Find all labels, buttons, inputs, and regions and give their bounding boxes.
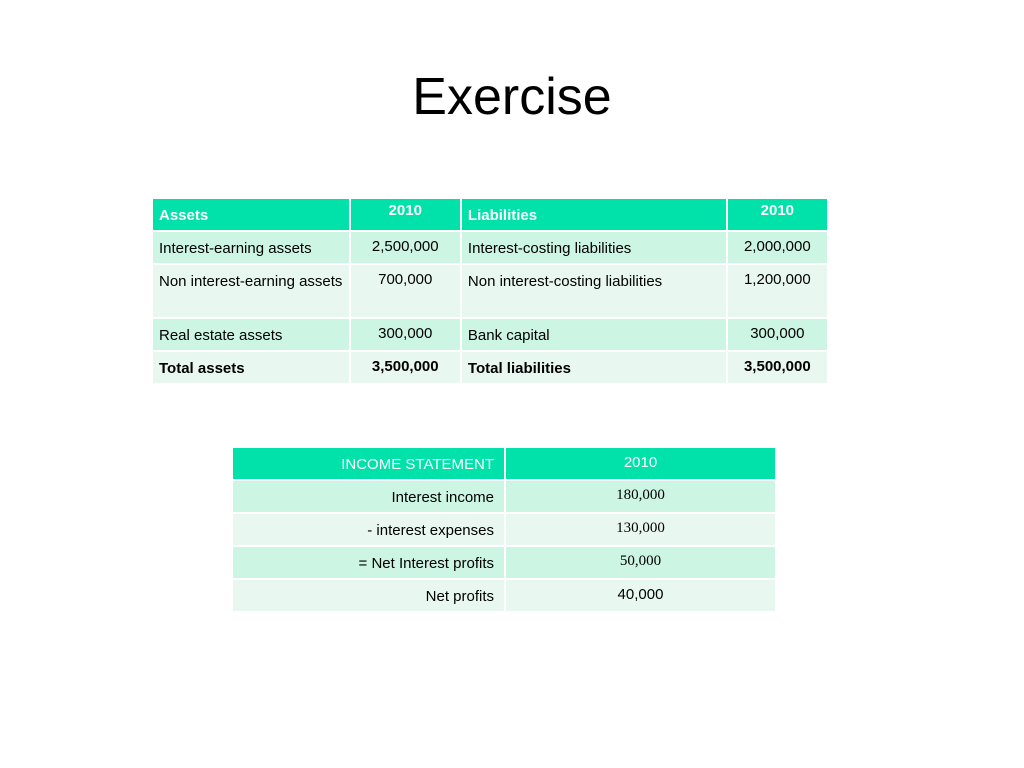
header-liabilities: Liabilities — [461, 198, 727, 231]
liability-value: 1,200,000 — [727, 264, 828, 318]
slide-title: Exercise — [412, 68, 612, 126]
table-row — [232, 579, 776, 612]
asset-label: Non interest-earning assets — [152, 264, 350, 318]
liability-label: Bank capital — [461, 318, 727, 351]
asset-value: 300,000 — [350, 318, 461, 351]
asset-value: 700,000 — [350, 264, 461, 318]
income-value: 180,000 — [505, 480, 776, 513]
table-row — [152, 264, 828, 318]
balance-sheet-header-row — [152, 198, 828, 231]
totals-row — [152, 351, 828, 384]
income-value: 50,000 — [505, 546, 776, 579]
asset-value: 2,500,000 — [350, 231, 461, 264]
total-liabilities-value: 3,500,000 — [727, 351, 828, 384]
income-label: Net profits — [232, 579, 505, 612]
asset-label: Real estate assets — [152, 318, 350, 351]
header-liabilities-year: 2010 — [727, 198, 828, 231]
header-income-statement: INCOME STATEMENT — [232, 447, 505, 480]
income-label: = Net Interest profits — [232, 546, 505, 579]
income-statement-table — [231, 446, 777, 613]
liability-label: Interest-costing liabilities — [461, 231, 727, 264]
total-liabilities-label: Total liabilities — [461, 351, 727, 384]
header-income-year: 2010 — [505, 447, 776, 480]
header-assets: Assets — [152, 198, 350, 231]
table-row — [232, 513, 776, 546]
total-assets-value: 3,500,000 — [350, 351, 461, 384]
income-value: 40,000 — [505, 579, 776, 612]
table-row — [152, 318, 828, 351]
balance-sheet-table — [151, 197, 829, 385]
table-row — [232, 480, 776, 513]
income-statement-header-row — [232, 447, 776, 480]
income-value: 130,000 — [505, 513, 776, 546]
liability-value: 300,000 — [727, 318, 828, 351]
income-label: Interest income — [232, 480, 505, 513]
income-label: - interest expenses — [232, 513, 505, 546]
table-row — [152, 231, 828, 264]
header-assets-year: 2010 — [350, 198, 461, 231]
liability-label: Non interest-costing liabilities — [461, 264, 727, 318]
table-row — [232, 546, 776, 579]
liability-value: 2,000,000 — [727, 231, 828, 264]
total-assets-label: Total assets — [152, 351, 350, 384]
asset-label: Interest-earning assets — [152, 231, 350, 264]
